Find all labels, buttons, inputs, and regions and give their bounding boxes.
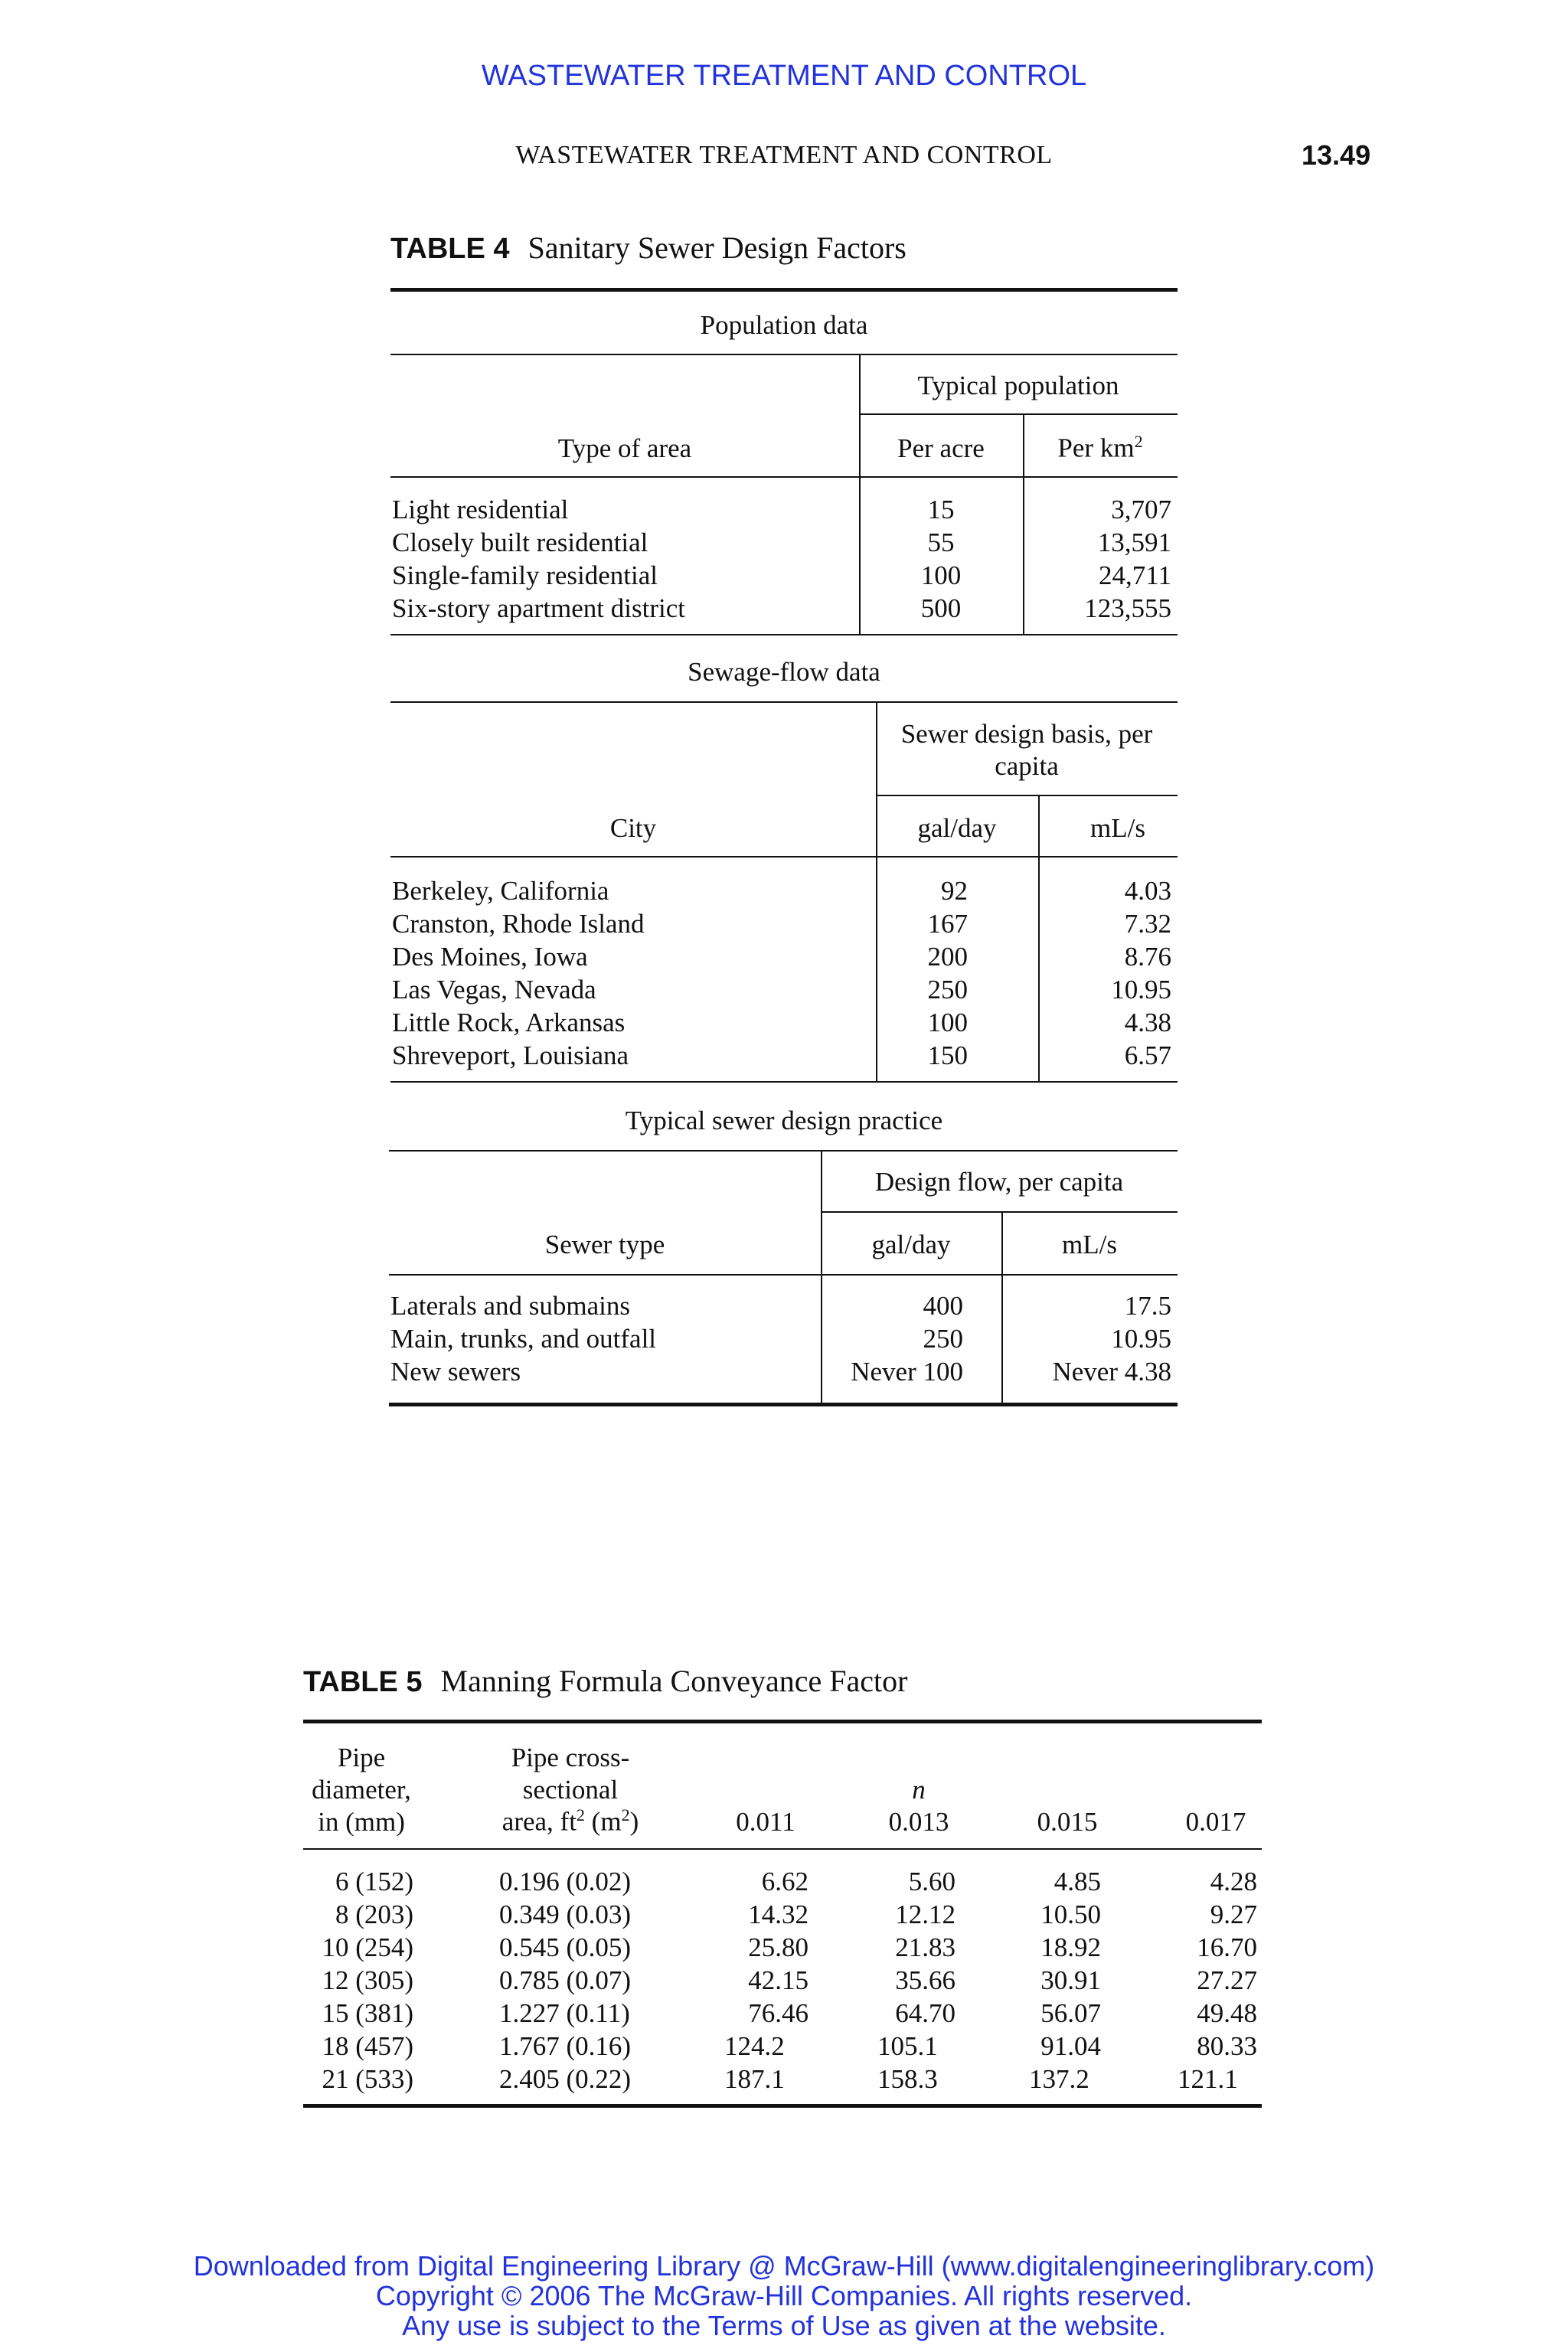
diam-cell: 6 (152) — [335, 1867, 413, 1896]
population-km: 3,707 — [1111, 495, 1171, 524]
value-cell: 21.83 — [895, 1932, 956, 1962]
area-cell: 1.767 (0.16) — [499, 2031, 632, 2061]
value-cell: 49.48 — [1197, 1998, 1257, 2028]
value-cell: 56.07 — [1040, 1998, 1101, 2028]
table5-top-rule — [303, 1720, 1262, 1723]
area-cell: 2.405 (0.22) — [499, 2064, 632, 2094]
area-header-line1: Pipe cross- — [511, 1743, 630, 1772]
population-col-acre: Per acre — [897, 433, 985, 463]
value-cell: 4.28 — [1210, 1867, 1257, 1896]
table5-bottom-rule — [303, 2104, 1262, 2108]
value-cell: 10.50 — [1040, 1900, 1101, 1929]
value-cell: 187.1 — [724, 2064, 785, 2094]
population-acre: 500 — [920, 593, 962, 623]
practice-type: Laterals and submains — [390, 1291, 630, 1321]
practice-col-group: Design flow, per capita — [874, 1167, 1124, 1197]
sewage-col-group-line1: Sewer design basis, per — [900, 719, 1153, 749]
value-cell: 12.12 — [895, 1900, 956, 1929]
population-type: Light residential — [392, 495, 569, 524]
population-acre: 100 — [920, 560, 962, 590]
table5-title: Manning Formula Conveyance Factor — [440, 1664, 908, 1698]
rule — [390, 476, 1178, 478]
sewage-ml: 4.38 — [1124, 1008, 1171, 1037]
sewage-gal: 250 — [927, 975, 968, 1004]
table5-label: TABLE 5 — [303, 1666, 423, 1698]
area-cell: 0.349 (0.03) — [499, 1900, 632, 1929]
population-col-type: Type of area — [557, 433, 692, 463]
value-cell: 27.27 — [1197, 1965, 1257, 1995]
sewage-gal: 92 — [941, 876, 968, 906]
footer-download-link[interactable]: Downloaded from Digital Engineering Library @ McGraw-Hill (www.digitalengineeringlibrary.com) — [193, 2250, 1375, 2282]
practice-ml: 17.5 — [1124, 1291, 1171, 1321]
rule — [876, 795, 1178, 796]
n-header: n — [912, 1775, 926, 1805]
value-cell: 91.04 — [1040, 2031, 1101, 2061]
value-cell: 80.33 — [1197, 2031, 1257, 2061]
practice-gal: 400 — [923, 1291, 963, 1321]
sewage-city: Des Moines, Iowa — [392, 942, 588, 972]
n-value-header: 0.011 — [736, 1807, 795, 1837]
value-cell: 5.60 — [908, 1867, 956, 1896]
practice-col-gal: gal/day — [871, 1230, 951, 1259]
sewage-gal: 200 — [927, 942, 968, 972]
sewage-city: Cranston, Rhode Island — [392, 909, 645, 939]
value-cell: 35.66 — [895, 1965, 956, 1995]
sewage-city: Berkeley, California — [392, 876, 609, 906]
value-cell: 4.85 — [1054, 1867, 1101, 1896]
value-cell: 9.27 — [1210, 1900, 1257, 1929]
sewage-col-city: City — [609, 813, 657, 843]
diam-header-line3: in (mm) — [318, 1807, 405, 1837]
sewage-ml: 8.76 — [1124, 942, 1171, 972]
sewage-ml: 4.03 — [1124, 876, 1171, 906]
rule — [303, 1848, 1262, 1850]
population-acre: 55 — [927, 528, 955, 557]
value-cell: 18.92 — [1040, 1932, 1101, 1962]
value-cell: 158.3 — [877, 2064, 938, 2094]
population-km: 13,591 — [1097, 528, 1171, 557]
population-col-km: Per $km^2$ — [1057, 432, 1143, 463]
population-type: Six-story apartment district — [392, 593, 685, 623]
value-cell: 137.2 — [1029, 2064, 1089, 2094]
value-cell: 105.1 — [877, 2031, 938, 2061]
area-cell: 0.196 (0.02) — [499, 1867, 632, 1896]
practice-gal: 250 — [923, 1324, 963, 1354]
page-number: 13.49 — [1302, 139, 1371, 171]
practice-ml: 10.95 — [1111, 1324, 1171, 1354]
running-head: WASTEWATER TREATMENT AND CONTROL — [515, 141, 1053, 169]
sewage-section-title: Sewage-flow data — [688, 657, 880, 687]
value-cell: 42.15 — [748, 1965, 808, 1995]
population-acre: 15 — [927, 495, 955, 524]
rule — [390, 354, 1178, 355]
value-cell: 64.70 — [895, 1998, 956, 2028]
diam-header-line1: Pipe — [337, 1743, 386, 1772]
diam-header-line2: diameter, — [312, 1775, 411, 1805]
sewage-ml: 10.95 — [1111, 975, 1171, 1004]
rule — [859, 413, 1178, 415]
sewage-col-ml: mL/s — [1090, 813, 1145, 843]
area-cell: 0.785 (0.07) — [499, 1965, 632, 1995]
population-section-title: Population data — [700, 310, 868, 340]
practice-section-title: Typical sewer design practice — [625, 1106, 943, 1135]
practice-type: Main, trunks, and outfall — [390, 1324, 657, 1354]
rule — [389, 1150, 1178, 1152]
area-cell: 1.227 (0.11) — [499, 1998, 630, 2028]
rule — [390, 856, 1178, 858]
value-cell: 76.46 — [748, 1998, 808, 2028]
population-km: 123,555 — [1084, 593, 1171, 623]
table4-top-rule — [390, 288, 1178, 292]
sewage-city: Shreveport, Louisiana — [392, 1040, 629, 1070]
sewage-city: Little Rock, Arkansas — [392, 1008, 626, 1037]
practice-col-ml: mL/s — [1062, 1230, 1117, 1259]
sewage-city: Las Vegas, Nevada — [392, 975, 596, 1004]
value-cell: 124.2 — [724, 2031, 785, 2061]
population-type: Closely built residential — [392, 528, 648, 557]
practice-col-type: Sewer type — [544, 1230, 665, 1259]
table4-title: Sanitary Sewer Design Factors — [528, 230, 906, 265]
table4-caption — [390, 230, 906, 266]
rule — [390, 701, 1178, 703]
rule — [390, 1081, 1178, 1083]
table5-caption — [303, 1663, 907, 1699]
sewage-ml: 6.57 — [1124, 1040, 1171, 1070]
population-km: 24,711 — [1099, 560, 1171, 590]
rule — [821, 1211, 1178, 1213]
n-value-header: 0.017 — [1185, 1807, 1246, 1837]
footer-copyright: Copyright © 2006 The McGraw-Hill Companies. All rights reserved. — [375, 2280, 1193, 2311]
rule — [390, 634, 1178, 635]
diam-cell: 12 (305) — [322, 1965, 413, 1995]
diam-cell: 15 (381) — [322, 1998, 413, 2028]
diam-cell: 8 (203) — [335, 1900, 413, 1929]
top-banner: WASTEWATER TREATMENT AND CONTROL — [481, 60, 1087, 92]
population-type: Single-family residential — [392, 560, 658, 590]
table4-label: TABLE 4 — [390, 233, 510, 265]
practice-type: New sewers — [390, 1357, 521, 1387]
population-col-group: Typical population — [917, 371, 1119, 400]
value-cell: 16.70 — [1197, 1932, 1257, 1962]
sewage-gal: 100 — [927, 1008, 968, 1037]
footer-terms: Any use is subject to the Terms of Use as given at the website. — [402, 2310, 1166, 2341]
area-header-line2: sectional — [522, 1775, 619, 1805]
diam-cell: 18 (457) — [322, 2031, 413, 2061]
practice-ml: Never 4.38 — [1052, 1357, 1171, 1387]
value-cell: 14.32 — [748, 1900, 808, 1929]
n-value-header: 0.015 — [1037, 1807, 1098, 1837]
value-cell: 121.1 — [1178, 2064, 1238, 2094]
value-cell: 30.91 — [1040, 1965, 1101, 1995]
sewage-ml: 7.32 — [1124, 909, 1171, 939]
diam-cell: 10 (254) — [322, 1932, 413, 1962]
sewage-gal: 167 — [927, 909, 968, 939]
sewage-col-group-line2: capita — [995, 751, 1059, 781]
area-header-line3: area, $ft^2$ $(m^2)$ — [501, 1805, 639, 1837]
value-cell: 25.80 — [748, 1932, 808, 1962]
sewage-col-gal: gal/day — [917, 813, 997, 843]
diam-cell: 21 (533) — [322, 2064, 413, 2094]
practice-gal: Never 100 — [851, 1357, 963, 1387]
value-cell: 6.62 — [761, 1867, 808, 1896]
table4-bottom-rule — [389, 1403, 1178, 1406]
n-value-header: 0.013 — [888, 1807, 949, 1837]
footer — [0, 2251, 1568, 2341]
sewage-gal: 150 — [927, 1040, 968, 1070]
rule — [389, 1274, 1178, 1276]
area-cell: 0.545 (0.05) — [499, 1932, 632, 1962]
